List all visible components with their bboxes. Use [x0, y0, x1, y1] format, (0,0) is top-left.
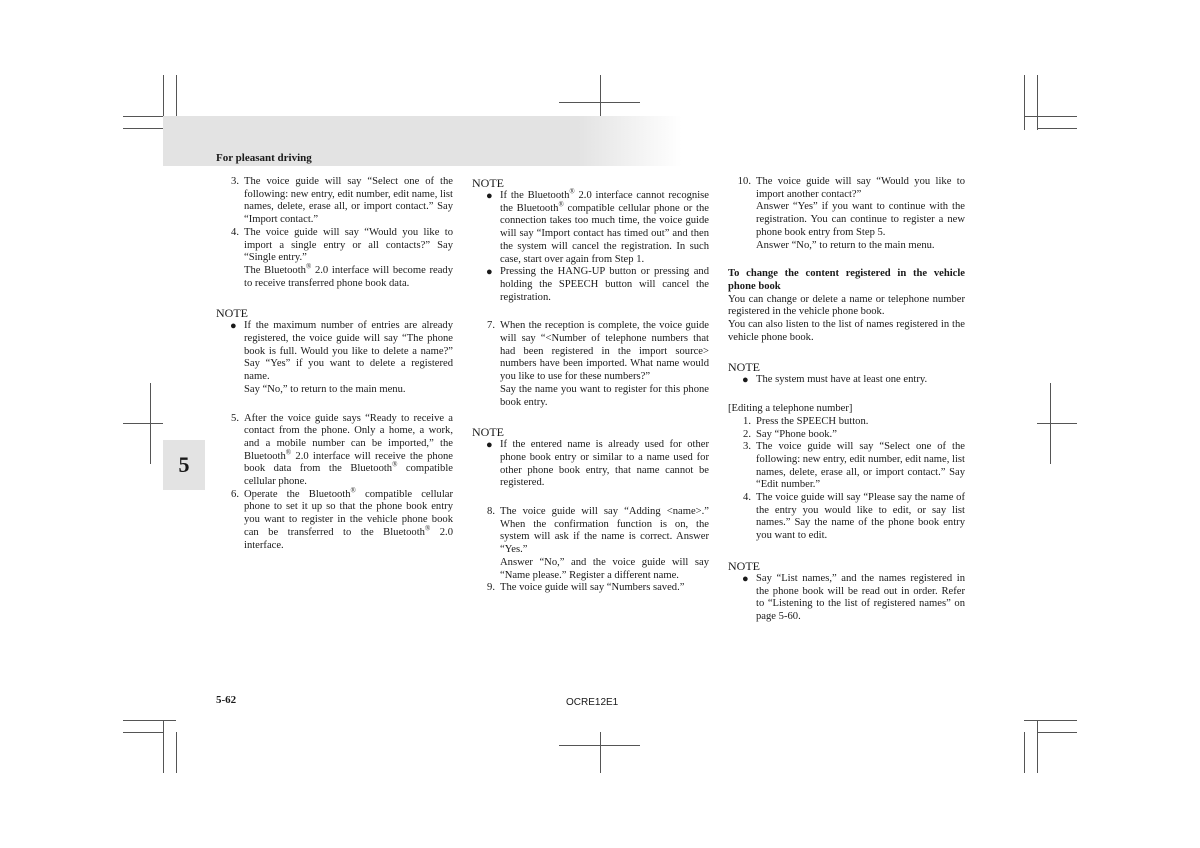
bullet-dot-icon: ●: [486, 439, 493, 452]
step-4: 4. The voice guide will say “Would you like to import a single entry or all contacts?” Say “Single entry.”: [231, 226, 453, 264]
crop-mark: [1024, 116, 1077, 117]
bracket-heading: [Editing a telephone number]: [728, 403, 853, 415]
registration-mark: [150, 383, 151, 464]
document-code: OCRE12E1: [566, 697, 619, 708]
crop-mark: [176, 732, 177, 773]
registration-mark: [600, 732, 601, 773]
note-bullet: ● The system must have at least one entry.: [728, 374, 965, 387]
note-bullet: ● If the maximum number of entries are already registered, the voice guide will say “The phone book is full. Would you like to delete a name?” Say “Yes” if you want to delete a registered name.: [216, 320, 453, 384]
bullet-dot-icon: ●: [230, 320, 237, 333]
note-label: NOTE: [472, 176, 504, 190]
registration-mark: [1037, 423, 1077, 424]
crop-mark: [163, 720, 164, 773]
note-label: NOTE: [728, 558, 760, 573]
bullet-dot-icon: ●: [486, 190, 493, 202]
step-5: 5. After the voice guide says “Ready to receive a contact from the phone. Only a home, a work, and a mobile number can be imported,” the Bluetooth® 2.0 interface will receive the phone book data from the Bluetooth® compatible cellular phone.: [231, 412, 453, 488]
step-10-continuation: Answer “No,” to return to the main menu.: [756, 239, 935, 251]
step-1: 1. Press the SPEECH button.: [743, 415, 869, 427]
step-2: 2. Say “Phone book.”: [743, 428, 837, 440]
step-8: 8. The voice guide will say “Adding <name>.” When the confirmation function is on, the system will ask if the name is correct. Answer “Yes.”: [487, 506, 709, 556]
step-3: 3. The voice guide will say “Select one of the following: new entry, edit number, edit name, list names, delete, erase all, or import contact.” Say “Edit number.”: [743, 441, 965, 491]
crop-mark: [1037, 732, 1077, 733]
note-label: NOTE: [472, 425, 504, 440]
crop-mark: [1037, 720, 1038, 773]
bullet-dot-icon: ●: [742, 374, 749, 387]
section-title: For pleasant driving: [216, 152, 312, 164]
chapter-tab: 5: [163, 440, 205, 490]
note-bullet: ● Say “List names,” and the names registered in the phone book will be read out in order. Refer to “Listening to the list of registered names” on page 5-60.: [728, 573, 965, 624]
crop-mark: [1037, 75, 1038, 130]
crop-mark: [1037, 128, 1077, 129]
step-3: 3. The voice guide will say “Select one of the following: new entry, edit number, edit name, list names, delete, erase all, or import contact.” Say “Import contact.”: [231, 176, 453, 226]
crop-mark: [1024, 75, 1025, 130]
crop-mark: [1024, 732, 1025, 773]
text-column-3: [728, 176, 965, 624]
crop-mark: [123, 732, 163, 733]
paragraph: You can also listen to the list of names registered in the vehicle phone book.: [728, 319, 965, 343]
registration-mark: [600, 75, 601, 116]
step-4: 4. The voice guide will say “Please say the name of the entry you would like to edit, or say list names.” Say the name of the phone book entry you want to edit.: [743, 492, 965, 542]
note-bullet: ● If the entered name is already used for other phone book entry or similar to a name used for other phone book entry, that name cannot be registered.: [472, 439, 709, 490]
step-7: 7. When the reception is complete, the voice guide will say “<Number of telephone numbers that had been registered in the import source> numbers have been imported. What name would you like to use for these numbers?”: [487, 320, 709, 383]
text-column-1: [216, 176, 453, 552]
note-label: NOTE: [216, 306, 248, 321]
step-10-continuation: Answer “Yes” if you want to continue with the registration. You can continue to register a new phone book entry from Step 5.: [756, 201, 965, 238]
note-continuation: Say “No,” to return to the main menu.: [244, 383, 406, 395]
step-8-continuation: Answer “No,” and the voice guide will say “Name please.” Register a different name.: [500, 556, 709, 581]
step-4-continuation: The Bluetooth® 2.0 interface will become ready to receive transferred phone book data.: [244, 262, 453, 289]
registration-mark: [1050, 383, 1051, 464]
paragraph: You can change or delete a name or telephone number registered in the vehicle phone book.: [728, 293, 965, 318]
page-number: 5-62: [216, 694, 237, 706]
crop-mark: [123, 720, 176, 721]
step-9: 9. The voice guide will say “Numbers saved.”: [487, 582, 685, 594]
note-label: NOTE: [728, 360, 760, 375]
subheading: To change the content registered in the vehicle phone book: [728, 268, 965, 292]
note-bullet: ● If the Bluetooth® 2.0 interface cannot recognise the Bluetooth® compatible cellular phone or the connection takes too much time, the voice guide will say “Import contact has timed out” and then the system will cancel the registration. In such case, start over again from Step 1.: [472, 190, 709, 266]
bullet-dot-icon: ●: [486, 266, 493, 279]
step-6: 6. Operate the Bluetooth® compatible cellular phone to set it up so that the phone book entry you want to register in the vehicle phone book can be transferred to the Bluetooth® 2.0 interface.: [231, 486, 454, 551]
text-column-2: [472, 176, 709, 595]
step-10: 10. The voice guide will say “Would you like to import another contact?”: [737, 176, 965, 200]
step-7-continuation: Say the name you want to register for this phone book entry.: [500, 383, 709, 408]
note-bullet: ● Pressing the HANG-UP button or pressing and holding the SPEECH button will cancel the registration.: [472, 266, 709, 304]
registration-mark: [123, 423, 163, 424]
crop-mark: [1024, 720, 1077, 721]
crop-mark: [123, 128, 163, 129]
bullet-dot-icon: ●: [742, 572, 749, 585]
